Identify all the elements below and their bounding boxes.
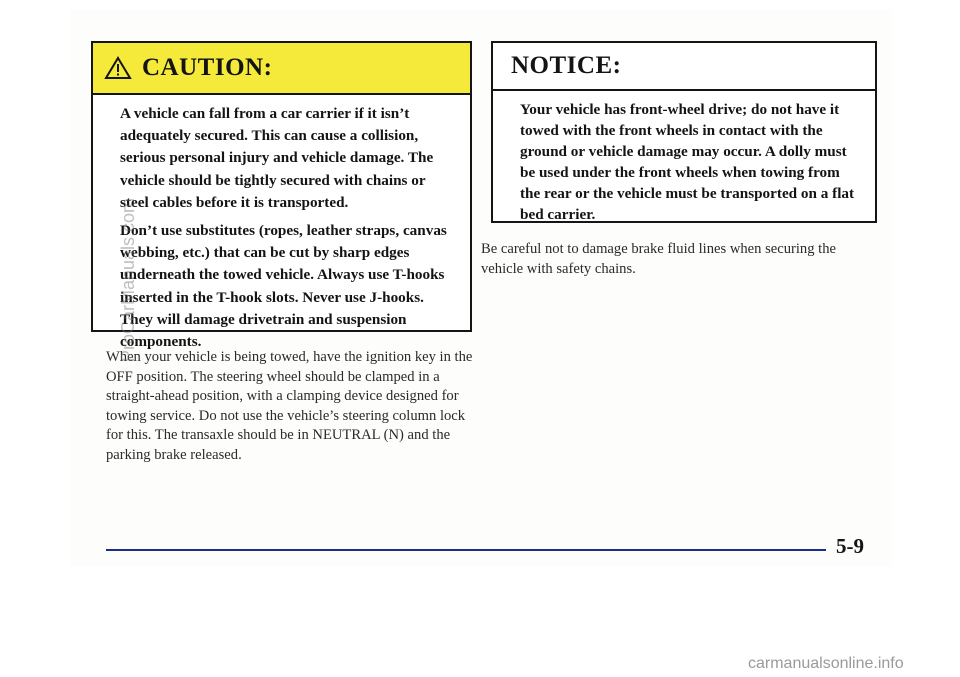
notice-header	[493, 43, 875, 91]
notice-text: Your vehicle has front-wheel drive; do not have it towed with the front wheels in contact with the ground or vehicle damage may occur. A dolly must be used under the front wheels when towing from the rear or the vehicle must be transported on a flat bed carrier.	[520, 101, 855, 223]
footer-rule	[106, 549, 826, 551]
notice-title: NOTICE:	[511, 52, 622, 79]
towing-instructions-paragraph: When your vehicle is being towed, have the ignition key in the OFF position. The steering wheel should be clamped in a straight-ahead position, with a clamping device designed for towing service. Do not use the vehicle’s steering column lock for this. The transaxle should be in NEUTRAL (N) and the parking brake released.	[106, 349, 473, 463]
warning-triangle-icon	[104, 56, 132, 80]
caution-paragraph-2: Don’t use substitutes (ropes, leather straps, canvas webbing, etc.) that can be cut by sharp edges underneath the towed vehicle. Always use T-hooks inserted in the T-hook slots. Never use J-hooks. They will damage drivetrain and suspension components.	[120, 222, 447, 351]
bottom-watermark: carmanualsonline.info	[748, 655, 904, 672]
side-watermark: ProCarManuals.com	[118, 197, 138, 362]
caution-header	[93, 43, 470, 95]
page-number: 5-9	[836, 534, 864, 558]
notice-box	[491, 41, 877, 223]
caution-body	[93, 95, 470, 353]
brake-lines-paragraph: Be careful not to damage brake fluid lines when securing the vehicle with safety chains.	[481, 241, 836, 277]
notice-body	[493, 91, 875, 225]
caution-paragraph-1: A vehicle can fall from a car carrier if it isn’t adequately secured. This can cause a collision, serious personal injury and vehicle damage. The vehicle should be tightly secured with chains or steel cables before it is transported.	[120, 105, 434, 211]
caution-title: CAUTION:	[142, 54, 273, 81]
caution-box	[91, 41, 472, 351]
